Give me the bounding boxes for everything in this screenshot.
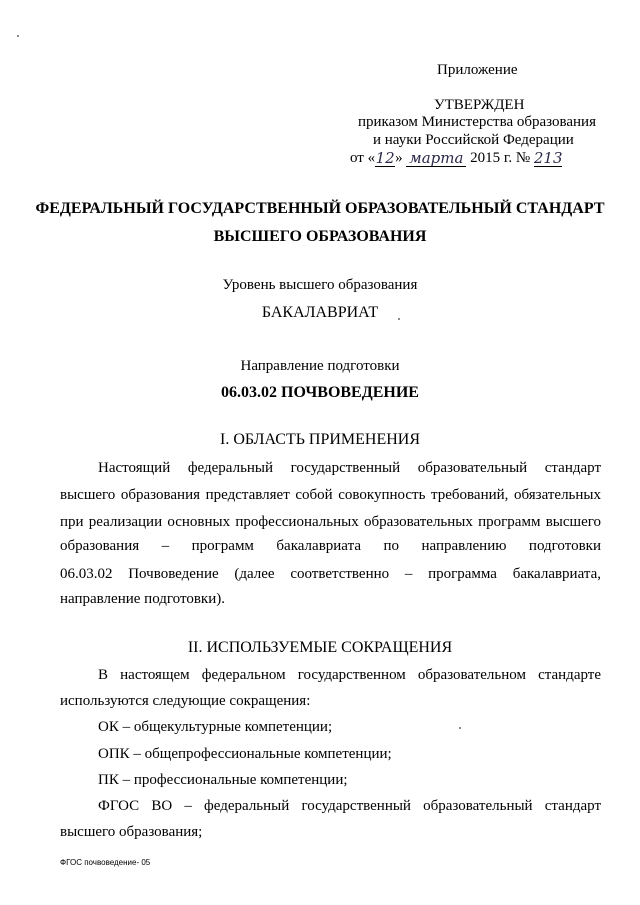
appendix-label: Приложение (437, 62, 518, 78)
abbreviation-item-fgos-line: высшего образования; (60, 824, 203, 840)
section-1-line: образования – программ бакалавриата по направлению подготовки (60, 538, 601, 554)
abbreviation-item-ok: ОК – общекультурные компетенции; (98, 719, 333, 735)
date-mid: » (395, 150, 403, 166)
scan-speck (459, 727, 461, 729)
direction-value: 06.03.02 ПОЧВОВЕДЕНИЕ (221, 384, 419, 401)
scan-speck (398, 318, 400, 320)
education-level-value: БАКАЛАВРИАТ (261, 304, 379, 321)
date-year: 2015 г. № (470, 150, 531, 166)
document-title-line-1: ФЕДЕРАЛЬНЫЙ ГОСУДАРСТВЕННЫЙ ОБРАЗОВАТЕЛЬНЫЙ СТАНДАРТ (35, 200, 605, 217)
section-1-line: высшего образования представляет собой совокупность требований, обязательных (60, 487, 601, 503)
abbreviation-item-fgos-line: ФГОС ВО – федеральный государственный образовательный стандарт (98, 798, 601, 814)
direction-label: Направление подготовки (240, 358, 400, 374)
education-level-label: Уровень высшего образования (222, 277, 418, 293)
abbreviation-item-pk: ПК – профессиональные компетенции; (98, 772, 348, 788)
date-month-handwritten: марта (406, 149, 466, 167)
section-2-intro-line: В настоящем федеральном государственном образовательном стандарте (98, 667, 601, 683)
scan-speck (17, 35, 19, 37)
section-1-line: направление подготовки). (60, 591, 225, 607)
section-1-line: Настоящий федеральный государственный образовательный стандарт (98, 460, 601, 476)
section-1-line: 06.03.02 Почвоведение (далее соответственно – программа бакалавриата, (60, 566, 601, 582)
date-day-handwritten: 12 (375, 149, 395, 167)
section-1-heading: I. ОБЛАСТЬ ПРИМЕНЕНИЯ (219, 431, 421, 448)
abbreviation-item-opk: ОПК – общепрофессиональные компетенции; (98, 746, 392, 762)
order-line-2: и науки Российской Федерации (373, 132, 574, 148)
order-line-1: приказом Министерства образования (358, 114, 596, 130)
section-2-heading: II. ИСПОЛЬЗУЕМЫЕ СОКРАЩЕНИЯ (187, 639, 453, 656)
page-footer: ФГОС почвоведение- 05 (60, 858, 151, 867)
date-prefix: от « (350, 150, 376, 166)
order-number-handwritten: 213 (533, 149, 563, 167)
approved-label: УТВЕРЖДЕН (434, 97, 525, 113)
document-title-line-2: ВЫСШЕГО ОБРАЗОВАНИЯ (213, 228, 427, 245)
section-1-line: при реализации основных профессиональных образовательных программ высшего (60, 514, 601, 530)
order-date-line (350, 149, 562, 167)
section-2-intro-line: используются следующие сокращения: (60, 693, 311, 709)
